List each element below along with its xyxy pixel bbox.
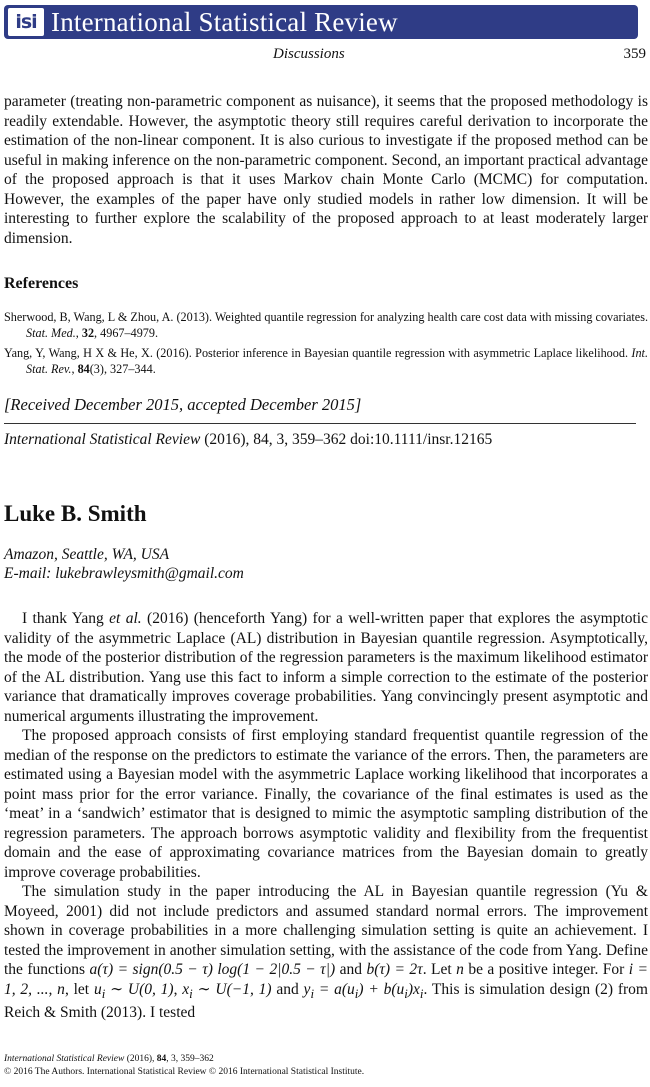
journal-banner	[4, 5, 638, 39]
reference-item: Yang, Y, Wang, H X & He, X. (2016). Posterior inference in Bayesian quantile regression with asymmetric Laplace likelihood. Int. Stat. Rev., 84(3), 327–344.	[4, 346, 648, 376]
article-citation: International Statistical Review (2016), 84, 3, 359–362 doi:10.1111/insr.12165	[4, 431, 493, 448]
separator-rule	[4, 423, 636, 424]
email-line: E-mail: lukebrawleysmith@gmail.com	[4, 565, 244, 582]
references-heading: References	[4, 275, 79, 292]
affiliation-line: Amazon, Seattle, WA, USA	[4, 546, 170, 563]
references-list	[4, 309, 648, 377]
body-paragraph-3: The simulation study in the paper introducing the AL in Bayesian quantile regression (Yu & Moyeed, 2001) did not include predictors and assumed standard normal errors. The improvement shown in coverage probabilities in a more challenging simulation setting is quite an achievement. I tested the improvement in another simulation setting, with the assistance of the code from Yang. Define the functions a(τ) = sign(0.5 − τ) log(1 − 2|0.5 − τ|) and b(τ) = 2τ. Let n be a positive integer. For i = 1, 2, ..., n, let $u_i$ ∼ U(0, 1), $x_i$ ∼ U(−1, 1) and $y_i = a(u_i) + b(u_i)x_i$. This is simulation design (2) from Reich & Smith (2013). I tested	[4, 883, 648, 1022]
footer-citation: International Statistical Review (2016), 84, 3, 359–362	[4, 1054, 214, 1064]
running-head	[0, 46, 650, 66]
section-name: Discussions	[273, 46, 345, 62]
isi-logo: isi	[8, 8, 44, 36]
page-content	[4, 92, 648, 1023]
page-footer	[4, 1053, 648, 1078]
page-number: 359	[623, 46, 646, 62]
body-text	[4, 609, 648, 1023]
intro-paragraph: parameter (treating non-parametric component as nuisance), it seems that the proposed methodology is readily extendable. However, the asymptotic theory still requires careful derivation to incorporate the estimation of the non-linear component. It is also curious to investigate if the proposed method can be useful in making inference on the non-parametric component. Second, an important practical advantage of the proposed approach is that it uses Markov chain Monte Carlo (MCMC) for computation. However, the examples of the paper have only studied models in rather low dimension. It will be interesting to further explore the scalability of the proposed approach to at least moderately larger dimension.	[4, 93, 648, 247]
author-name: Luke B. Smith	[4, 501, 147, 526]
body-paragraph-2: The proposed approach consists of first employing standard frequentist quantile regression of the median of the response on the predictors to estimate the variance of the errors. Then, the parameters are estimated using a Bayesian model with the asymmetric Laplace working likelihood that incorporates a point mass prior for the error variance. Finally, the covariance of the final estimates is used as the ‘meat’ in a ‘sandwich’ estimator that is designed to mimic the asymptotic sampling distribution of the regression parameters. The approach borrows asymptotic validity and flexibility from the frequentist domain and the ease of approximating covariance matrices from the Bayesian domain to greatly improve coverage probabilities.	[4, 727, 648, 881]
received-note: [Received December 2015, accepted December 2015]	[4, 395, 362, 414]
reference-item: Sherwood, B, Wang, L & Zhou, A. (2013). Weighted quantile regression for analyzing health care cost data with missing covariates. Stat. Med., 32, 4967–4979.	[4, 310, 648, 340]
footer-copyright: © 2016 The Authors. International Statistical Review © 2016 International Statistical Institute.	[4, 1066, 365, 1077]
journal-title: International Statistical Review	[51, 6, 398, 37]
body-paragraph-1: I thank Yang et al. (2016) (henceforth Yang) for a well-written paper that explores the asymptotic validity of the asymmetric Laplace (AL) distribution in Bayesian quantile regression. Asymptotically, the mode of the posterior distribution of the regression parameters is the maximum likelihood estimator of the AL distribution. Yang use this fact to inform a simple correction to the estimate of the posterior variance that dramatically improves coverage probabilities. Yang convincingly present asymptotic and numerical arguments illustrating the improvement.	[4, 610, 648, 725]
author-affiliation	[4, 545, 648, 583]
